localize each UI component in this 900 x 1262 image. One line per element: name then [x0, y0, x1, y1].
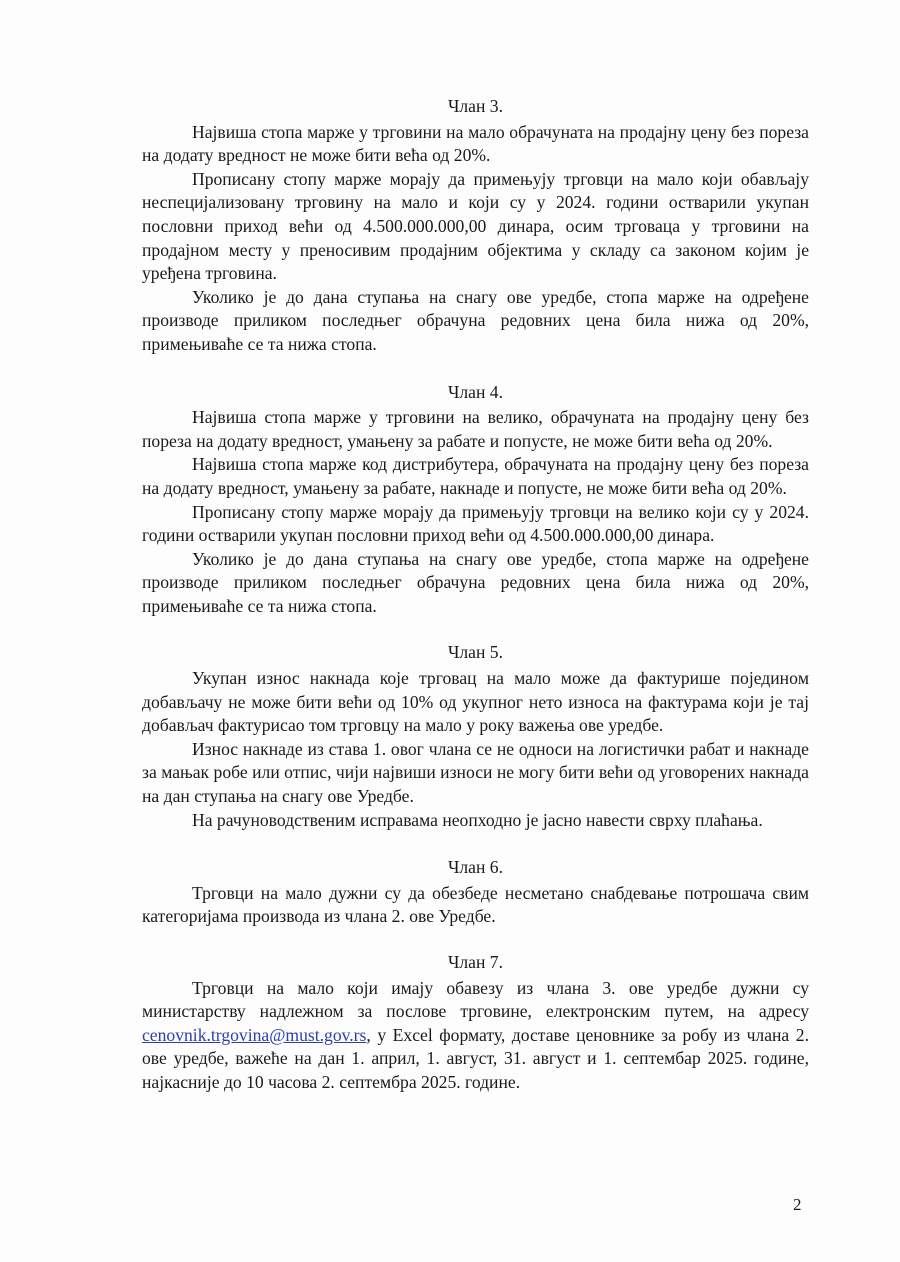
email-link[interactable]: cenovnik.trgovina@must.gov.rs	[142, 1024, 367, 1045]
article-3	[142, 95, 809, 357]
article-5	[142, 641, 809, 832]
document-body	[142, 95, 809, 1095]
paragraph	[142, 977, 809, 1095]
article-heading: Члан 6.	[447, 857, 504, 878]
paragraph-text: Трговци на мало који имају обавезу из члана 3. ове уредбе дужни су министарству надлежном за послове трговине, електронским путем, на адресу	[142, 977, 809, 1022]
article-heading: Члан 5.	[447, 642, 504, 663]
page-number: 2	[793, 1195, 802, 1214]
paragraph: На рачуноводственим исправама неопходно је јасно навести сврху плаћања.	[192, 809, 763, 830]
spacer	[142, 832, 809, 856]
paragraph: Трговци на мало дужни су да обезбеде несметано снабдевање потрошача свим категоријама производа из члана 2. ове Уредбе.	[142, 882, 809, 927]
spacer	[142, 618, 809, 641]
article-7	[142, 951, 809, 1095]
paragraph: Уколико је до дана ступања на снагу ове уредбе, стопа марже на одређене производе приликом последњег обрачуна редовних цена била нижа од 20%, примењиваће се та нижа стопа.	[142, 286, 809, 354]
paragraph-text: , у Excel формату, доставе ценовнике за робу из члана 2. ове уредбе, важеће на дан 1. април, 1. август, 31. август и 1. септембар 2025. године, најкасније до 10 часова 2. септембра 2025. године.	[142, 1024, 809, 1092]
paragraph: Прописану стопу марже морају да примењују трговци на мало који обављају неспецијализовану трговину на мало и који су у 2024. години остварили укупан пословни приход већи од 4.500.000.000,00 динара, осим трговаца у трговини на продајном месту у преносивим продајним објектима у складу са законом којим је уређена трговина.	[142, 168, 809, 284]
spacer	[142, 357, 809, 381]
article-4	[142, 381, 809, 619]
paragraph: Укупан износ накнада које трговац на мало може да фактурише појединoм добављачу не може бити већи од 10% од укупног нето износа на фактурама који је тај добављач фактурисао том трговцу на мало у року важења ове уредбе.	[142, 668, 809, 736]
paragraph: Износ накнаде из става 1. овог члана се не односи на логистички рабат и накнаде за мањак робе или отпис, чији највиши износи не могу бити већи од уговорених накнада на дан ступања на снагу ове Уредбе.	[142, 738, 809, 807]
article-heading: Члан 3.	[447, 96, 504, 116]
paragraph: Уколико је до дана ступања на снагу ове уредбе, стопа марже на одређене производе приликом последњег обрачуна редовних цена била нижа од 20%, примењиваће се та нижа стопа.	[142, 548, 809, 616]
paragraph: Највиша стопа марже у трговини на мало обрачуната на продајну цену без пореза на додату вредност не може бити већа од 20%.	[142, 121, 809, 166]
article-heading: Члан 4.	[447, 381, 504, 402]
paragraph: Прописану стопу марже морају да примењују трговци на велико који су у 2024. години остварили укупан пословни приход већи од 4.500.000.000,00 динара.	[142, 501, 809, 546]
article-6	[142, 856, 809, 929]
article-heading: Члан 7.	[447, 952, 504, 972]
paragraph: Највиша стопа марже код дистрибутера, обрачуната на продајну цену без пореза на додату вредност, умањену за рабате, накнаде и попусте, не може бити већа од 20%.	[142, 454, 809, 498]
paragraph: Највиша стопа марже у трговини на велико, обрачуната на продајну цену без пореза на додату вредност, умањену за рабате и попусте, не може бити већа од 20%.	[142, 407, 809, 451]
spacer	[142, 929, 809, 951]
